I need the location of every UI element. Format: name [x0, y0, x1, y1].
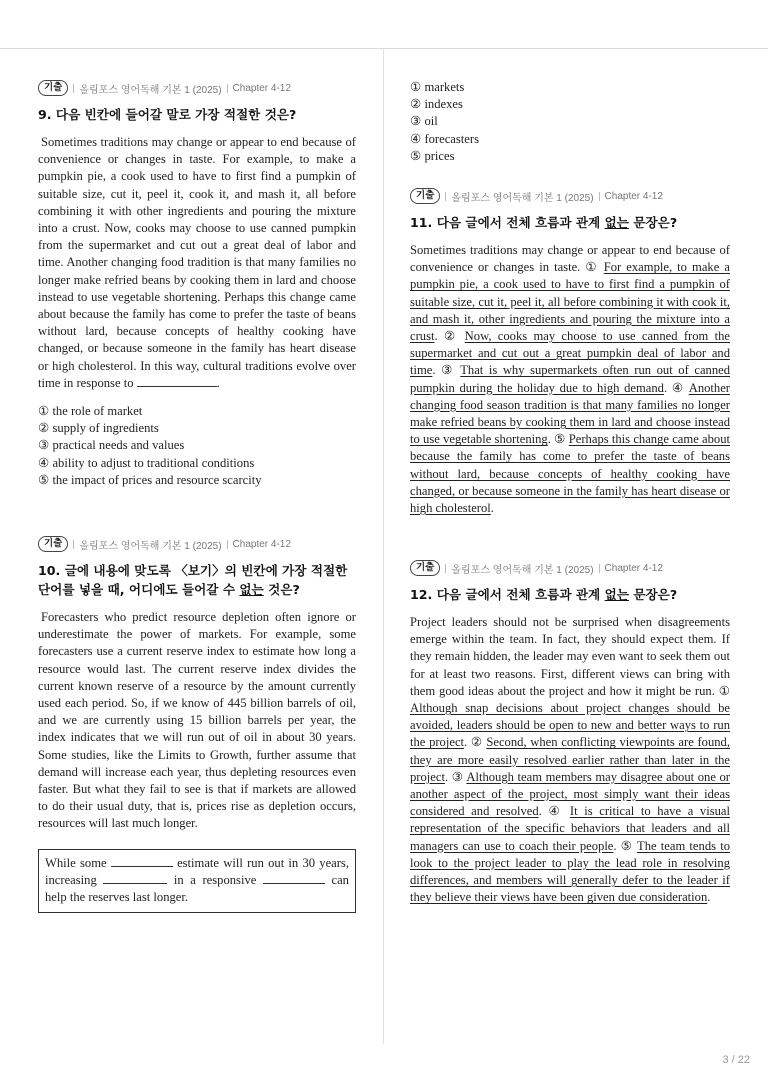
option-1[interactable]: ① the role of market — [38, 404, 143, 419]
sentence-marker-1: ① — [585, 260, 599, 275]
option-5[interactable]: ⑤ the impact of prices and resource scarcity — [38, 472, 262, 487]
option-2[interactable]: ② indexes — [410, 97, 463, 112]
source-chapter: Chapter 4-12 — [604, 190, 663, 202]
passage-end: . — [216, 375, 220, 390]
summary-text-3: in a responsive — [173, 872, 257, 887]
title-text: 12. 다음 글에서 전체 흐름과 관계 — [410, 587, 605, 602]
passage-text: Sometimes traditions may change or appear to end because of convenience or changes in taste. For example, to make a pumpkin pie, a cook used to have to first find a pumpkin of suitable size, cut it, peel it, cook it, and mash it, all before combining it with other ingredients and pouring the mixture into a crust. Now, cooks may choose to use canned pumpkin from the supermarket and cut out a great deal of labor and time. Another changing food tradition is that many families no longer make refried beans by cooking them in lard and choose instead to use vegetable shortening. Perhaps this change came about because the family has come to prefer the taste of beans without lard, because concepts of healthy cooking have changed, or because someone in the family has heart disease or high cholesterol. In this way, cultural traditions evolve over time in response to — [38, 135, 356, 390]
option-2[interactable]: ② supply of ingredients — [38, 421, 159, 436]
option-3[interactable]: ③ practical needs and values — [38, 438, 185, 453]
source-line — [410, 188, 730, 204]
source-line — [410, 560, 730, 576]
source-chapter: Chapter 4-12 — [232, 538, 291, 550]
title-text-end: 문장은? — [628, 587, 678, 602]
page-number: 3 / 22 — [722, 1054, 750, 1066]
sentence-2[interactable]: Now, cooks may choose to use canned from the supermarket and cut out a great pumpkin deal of labor and time — [410, 329, 730, 378]
source-badge: 기출 — [410, 560, 440, 576]
sentence-5[interactable]: The team tends to look to the project leader to play the lead role in resolving differences, and members will generally defer to the leader if they believe their views have been given due consideration — [410, 838, 730, 905]
passage-intro: Sometimes traditions may change or appear to end because of convenience or changes in taste. — [410, 243, 730, 275]
sentence-marker-2: ② — [470, 735, 483, 750]
title-emphasis: 없는 — [604, 587, 629, 602]
summary-text-1: While some — [45, 855, 107, 870]
source-badge: 기출 — [38, 80, 68, 96]
title-emphasis: 없는 — [604, 215, 629, 230]
question-title — [410, 585, 730, 604]
question-12 — [410, 560, 730, 906]
passage: Forecasters who predict resource depletion often ignore or underestimate the power of markets. For example, some forecasters use a current reserve index to estimate how long a resource would last. The current reserve index divides the current known reserve of a resource by the amount currently used each period. So, if we know of 445 billion barrels of oil, and we are currently using 15 billion barrels per year, the index indicates that we will run out of oil in about 30 years. Some studies, like the Limits to Growth, further assume that demand will increase each year, thus depleting resources even faster. But what they fail to see is that if markets are allowed to do their usual duty, that is, prices rise as depletion occurs, resources will last much longer. — [38, 610, 356, 831]
sentence-marker-3: ③ — [441, 363, 455, 378]
q10-answer-options — [410, 79, 479, 165]
sentence-4[interactable]: Another changing food season tradition is that many families no longer make refried beans by cooking them in lard and choose instead to use vegetable shortening — [410, 380, 730, 447]
column-divider — [383, 49, 384, 1044]
passage-intro: Project leaders should not be surprised when disagreements emerge within the team. In fact, they should expect them. If they remain hidden, the leader may even want to seek them out for at least two reasons. First, different views can bring with them good ideas about the project and how it might be run. — [410, 615, 730, 698]
answer-options — [38, 403, 356, 489]
sentence-3[interactable]: Although team members may disagree about one or another aspect of the project, most simply want their ideas considered and resolved — [410, 769, 731, 819]
summary-box — [38, 849, 356, 914]
question-title — [410, 213, 730, 232]
passage — [38, 134, 356, 392]
source-line — [38, 80, 356, 96]
question-title: 9. 다음 빈칸에 들어갈 말로 가장 적절한 것은? — [38, 107, 297, 122]
sentence-marker-4: ④ — [671, 380, 685, 395]
sentence-1[interactable]: Although snap decisions about project changes should be avoided, leaders should be open to new and better ways to run the project — [410, 701, 730, 750]
sentence-2[interactable]: Second, when conflicting viewpoints are found, they are more easily resolved earlier rather than later in the project — [410, 735, 730, 784]
sentence-marker-1: ① — [718, 683, 730, 698]
sentence-marker-5: ⑤ — [554, 432, 566, 447]
source-book: 올림포스 영어독해 기본 1 (2025) — [451, 192, 594, 204]
source-badge: 기출 — [38, 536, 68, 552]
sentence-3[interactable]: That is why supermarkets often run out of canned pumpkin during the holiday due to high demand — [410, 363, 731, 395]
option-4[interactable]: ④ ability to adjust to traditional conditions — [38, 455, 255, 470]
sentence-5[interactable]: Perhaps this change came about because the family has come to prefer the taste of beans without lard, because concepts of healthy cooking have changed, or because someone in the family has heart disease or high cholesterol — [410, 432, 730, 516]
option-4[interactable]: ④ forecasters — [410, 131, 479, 146]
answer-blank — [137, 375, 217, 387]
source-book: 올림포스 영어독해 기본 1 (2025) — [79, 540, 222, 552]
summary-text-2: estimate will run out in 30 years, increasing — [45, 855, 349, 887]
title-text-end: 문장은? — [628, 215, 678, 230]
source-chapter: Chapter 4-12 — [604, 562, 663, 574]
option-1[interactable]: ① markets — [410, 80, 465, 94]
sentence-marker-2: ② — [443, 329, 459, 344]
title-emphasis: 없는 — [239, 582, 264, 597]
summary-blank-1 — [111, 855, 173, 867]
sentence-marker-5: ⑤ — [620, 838, 634, 853]
sentence-4[interactable]: It is critical to have a visual representation of the specific behaviors that leaders and all managers can use to coach their people — [410, 804, 730, 853]
source-book: 올림포스 영어독해 기본 1 (2025) — [451, 564, 594, 576]
source-book: 올림포스 영어독해 기본 1 (2025) — [79, 84, 222, 96]
header-rule — [0, 48, 768, 49]
source-chapter: Chapter 4-12 — [232, 82, 291, 94]
title-text: 11. 다음 글에서 전체 흐름과 관계 — [410, 215, 605, 230]
summary-blank-3 — [263, 872, 325, 884]
question-9 — [38, 80, 356, 489]
title-text: 10. 글에 내용에 맞도록 〈보기〉의 빈칸에 가장 적절한 단어를 넣을 때, 어디에도 들어갈 수 — [38, 563, 348, 597]
option-5[interactable]: ⑤ prices — [410, 148, 455, 163]
source-badge: 기출 — [410, 188, 440, 204]
title-text-end: 것은? — [263, 582, 300, 597]
summary-blank-2 — [103, 872, 167, 884]
sentence-marker-4: ④ — [548, 804, 564, 819]
question-11 — [410, 188, 730, 517]
question-10 — [38, 536, 356, 913]
question-title — [38, 561, 356, 599]
source-line — [38, 536, 356, 552]
sentence-1[interactable]: For example, to make a pumpkin pie, a cook used to have to first find a pumpkin of suitable size, cut it, peel it, all before combining it with cook it, and mash it, other ingredients and pouring the mixture into a crust — [410, 260, 730, 344]
sentence-marker-3: ③ — [451, 769, 464, 784]
passage: Sometimes traditions may change or appear to end because of convenience or changes in taste. ① For example, to make a pumpkin pie, a cook used to have to first find a pumpkin of suitable size, cut it, peel it, all before combining it with cook it, and mash it, other ingredients and pouring the mixture into a crust. ② Now, cooks may choose to use canned from the supermarket and cut out a great pumpkin deal of labor and time. ③ That is why supermarkets often run out of canned pumpkin during the holiday due to high demand. ④ Another changing food season tradition is that many families no longer make refried beans by cooking them in lard and choose instead to use vegetable shortening. ⑤ Perhaps this change came about because the family has come to prefer the taste of beans without lard, because concepts of healthy cooking have changed, or because someone in the family has heart disease or high cholesterol. — [410, 243, 731, 516]
summary-text-4: can help the reserves last longer. — [45, 872, 349, 905]
passage: Project leaders should not be surprised when disagreements emerge within the team. In fact, they should expect them. If they remain hidden, the leader may even want to seek them out for at least two reasons. First, different views can bring with them good ideas about the project and how it might be run. ① Although snap decisions about project changes should be avoided, leaders should be open to new and better ways to run the project. ② Second, when conflicting viewpoints are found, they are more easily resolved earlier rather than later in the project. ③ Although team members may disagree about one or another aspect of the project, most simply want their ideas considered and resolved. ④ It is critical to have a visual representation of the specific behaviors that leaders and all managers can use to coach their people. ⑤ The team tends to look to the project leader to play the lead role in resolving differences, and members will generally defer to the leader if they believe their views have been given due consideration. — [410, 615, 731, 905]
option-3[interactable]: ③ oil — [410, 114, 438, 129]
